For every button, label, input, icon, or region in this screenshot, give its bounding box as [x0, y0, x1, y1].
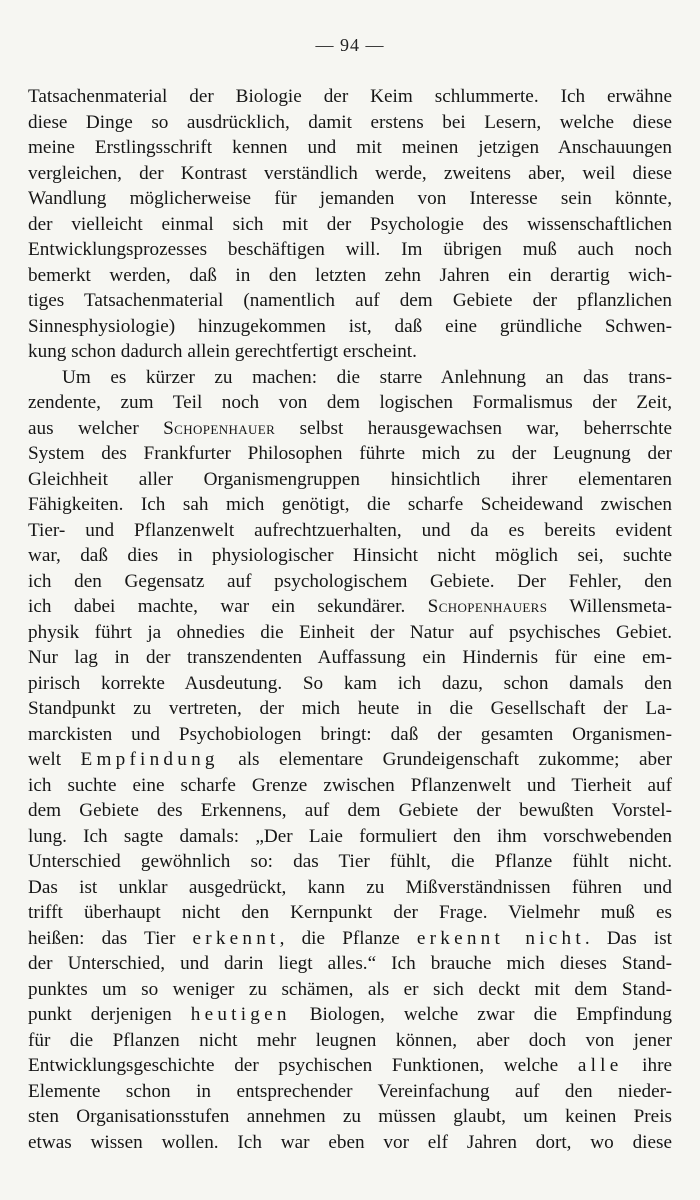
text-line-21: [28, 594, 672, 620]
line-segment: heißen: das Tier: [28, 927, 193, 949]
author-name: Schopenhauer: [163, 417, 276, 439]
text-line-13: zendente, zum Teil noch von dem logischen Formalismus der Zeit,: [28, 392, 672, 413]
text-line-7: Entwicklungsprozesses beschäftigen will. Im übrigen muß auch noch: [28, 239, 672, 260]
spaced-emphasis: heutigen: [190, 1004, 291, 1025]
text-line-16: Gleichheit aller Organismengruppen hinsichtlich ihrer elementaren: [28, 468, 672, 490]
text-line-25: Standpunkt zu vertreten, der mich heute in die Gesellschaft der La-: [28, 698, 672, 719]
text-line-40: Elemente schon in entsprechender Vereinfachung auf den nieder-: [28, 1080, 672, 1102]
text-line-32: Das ist unklar ausgedrückt, kann zu Mißverständnissen führen und: [28, 876, 672, 898]
spaced-emphasis: erkennt: [192, 927, 280, 949]
spaced-emphasis: Empfindung: [80, 749, 219, 770]
line-segment: aus welcher: [28, 417, 164, 439]
text-line-30: lung. Ich sagte damals: „Der Laie formuliert den ihm vorschwebenden: [28, 825, 672, 847]
text-line-34: [28, 926, 672, 952]
text-line-19: war, daß dies in physiologischer Hinsicht nicht möglich sei, suchte: [28, 545, 672, 566]
text-line-23: Nur lag in der transzendenten Auffassung ein Hindernis für eine em-: [28, 647, 672, 668]
text-line-12: Um es kürzer zu machen: die starre Anlehnung an das trans-: [62, 366, 672, 388]
line-segment: . Das ist: [584, 927, 672, 949]
line-segment: selbst herausgewachsen war, beherrschte: [275, 417, 672, 439]
spaced-emphasis: alle: [577, 1055, 623, 1076]
text-line-5: Wandlung möglicherweise für jemanden von Interesse sein könnte,: [28, 188, 672, 209]
text-line-28: ich suchte eine scharfe Grenze zwischen Pflanzenwelt und Tierheit auf: [28, 774, 672, 796]
text-line-31: Unterschied gewöhnlich so: das Tier fühlt, die Pflanze fühlt nicht.: [28, 851, 672, 872]
text-line-9: tiges Tatsachenmaterial (namentlich auf dem Gebiete der pflanzlichen: [28, 290, 672, 311]
author-name: Schopenhauers: [427, 596, 548, 617]
line-segment: , die Pflanze: [279, 927, 417, 949]
text-line-41: sten Organisationsstufen annehmen zu müssen glaubt, um keinen Preis: [28, 1106, 672, 1127]
text-line-14: [28, 416, 672, 442]
page-number: — 94 —: [315, 35, 385, 55]
text-line-18: Tier- und Pflanzenwelt aufrechtzuerhalten, und da es bereits evident: [28, 519, 672, 541]
text-line-4: vergleichen, der Kontrast verständlich werde, zweitens aber, weil diese: [28, 162, 672, 184]
line-segment: ihre: [622, 1055, 672, 1076]
text-line-2: diese Dinge so ausdrücklich, damit erstens bei Lesern, welche diese: [28, 111, 672, 133]
text-line-22: physik führt ja ohnedies die Einheit der Natur auf psychisches Gebiet.: [28, 621, 672, 643]
text-line-8: bemerkt werden, daß in den letzten zehn Jahren ein derartig wich-: [28, 264, 672, 286]
text-line-11: kung schon dadurch allein gerechtfertigt erscheint.: [28, 341, 417, 362]
line-segment: welt: [28, 749, 81, 770]
text-line-39: [28, 1053, 672, 1079]
text-line-3: meine Erstlingsschrift kennen und mit meinen jetzigen Anschauungen: [28, 137, 672, 158]
text-line-29: dem Gebiete des Erkennens, auf dem Gebiete der bewußten Vorstel-: [28, 800, 672, 821]
text-line-10: Sinnesphysiologie) hinzugekommen ist, daß eine gründliche Schwen-: [28, 315, 672, 337]
text-line-6: der vielleicht einmal sich mit der Psychologie des wissenschaftlichen: [28, 213, 672, 235]
spaced-emphasis: erkennt nicht: [416, 927, 585, 949]
text-line-1: Tatsachenmaterial der Biologie der Keim schlummerte. Ich erwähne: [28, 86, 672, 107]
text-line-24: pirisch korrekte Ausdeutung. So kam ich dazu, schon damals den: [28, 672, 672, 694]
text-line-37: [28, 1002, 672, 1028]
line-segment: ich dabei machte, war ein sekundärer.: [28, 596, 428, 617]
text-line-20: ich den Gegensatz auf psychologischem Gebiete. Der Fehler, den: [28, 570, 672, 592]
text-line-17: Fähigkeiten. Ich sah mich genötigt, die scharfe Scheidewand zwischen: [28, 494, 672, 515]
line-segment: Entwicklungsgeschichte der psychischen Funktionen, welche: [28, 1055, 578, 1076]
text-line-38: für die Pflanzen nicht mehr leugnen können, aber doch von jener: [28, 1029, 672, 1051]
text-line-15: System des Frankfurter Philosophen führte mich zu der Leugnung der: [28, 443, 672, 464]
line-segment: Willensmeta-: [547, 596, 672, 617]
line-segment: als elementare Grundeigenschaft zukomme; aber: [218, 749, 672, 770]
line-segment: punkt derjenigen: [28, 1004, 191, 1025]
text-line-33: trifft überhaupt nicht den Kernpunkt der Frage. Vielmehr muß es: [28, 902, 672, 923]
line-segment: Biologen, welche zwar die Empfindung: [290, 1004, 672, 1025]
text-line-26: marckisten und Psychobiologen bringt: daß der gesamten Organismen-: [28, 723, 672, 745]
text-line-35: der Unterschied, und darin liegt alles.“ Ich brauche mich dieses Stand-: [28, 953, 672, 974]
text-line-27: [28, 747, 672, 773]
body-text: [28, 84, 672, 1155]
text-line-42: etwas wissen wollen. Ich war eben vor elf Jahren dort, wo diese: [28, 1131, 672, 1153]
text-line-36: punktes um so weniger zu schämen, als er sich deckt mit dem Stand-: [28, 978, 672, 1000]
